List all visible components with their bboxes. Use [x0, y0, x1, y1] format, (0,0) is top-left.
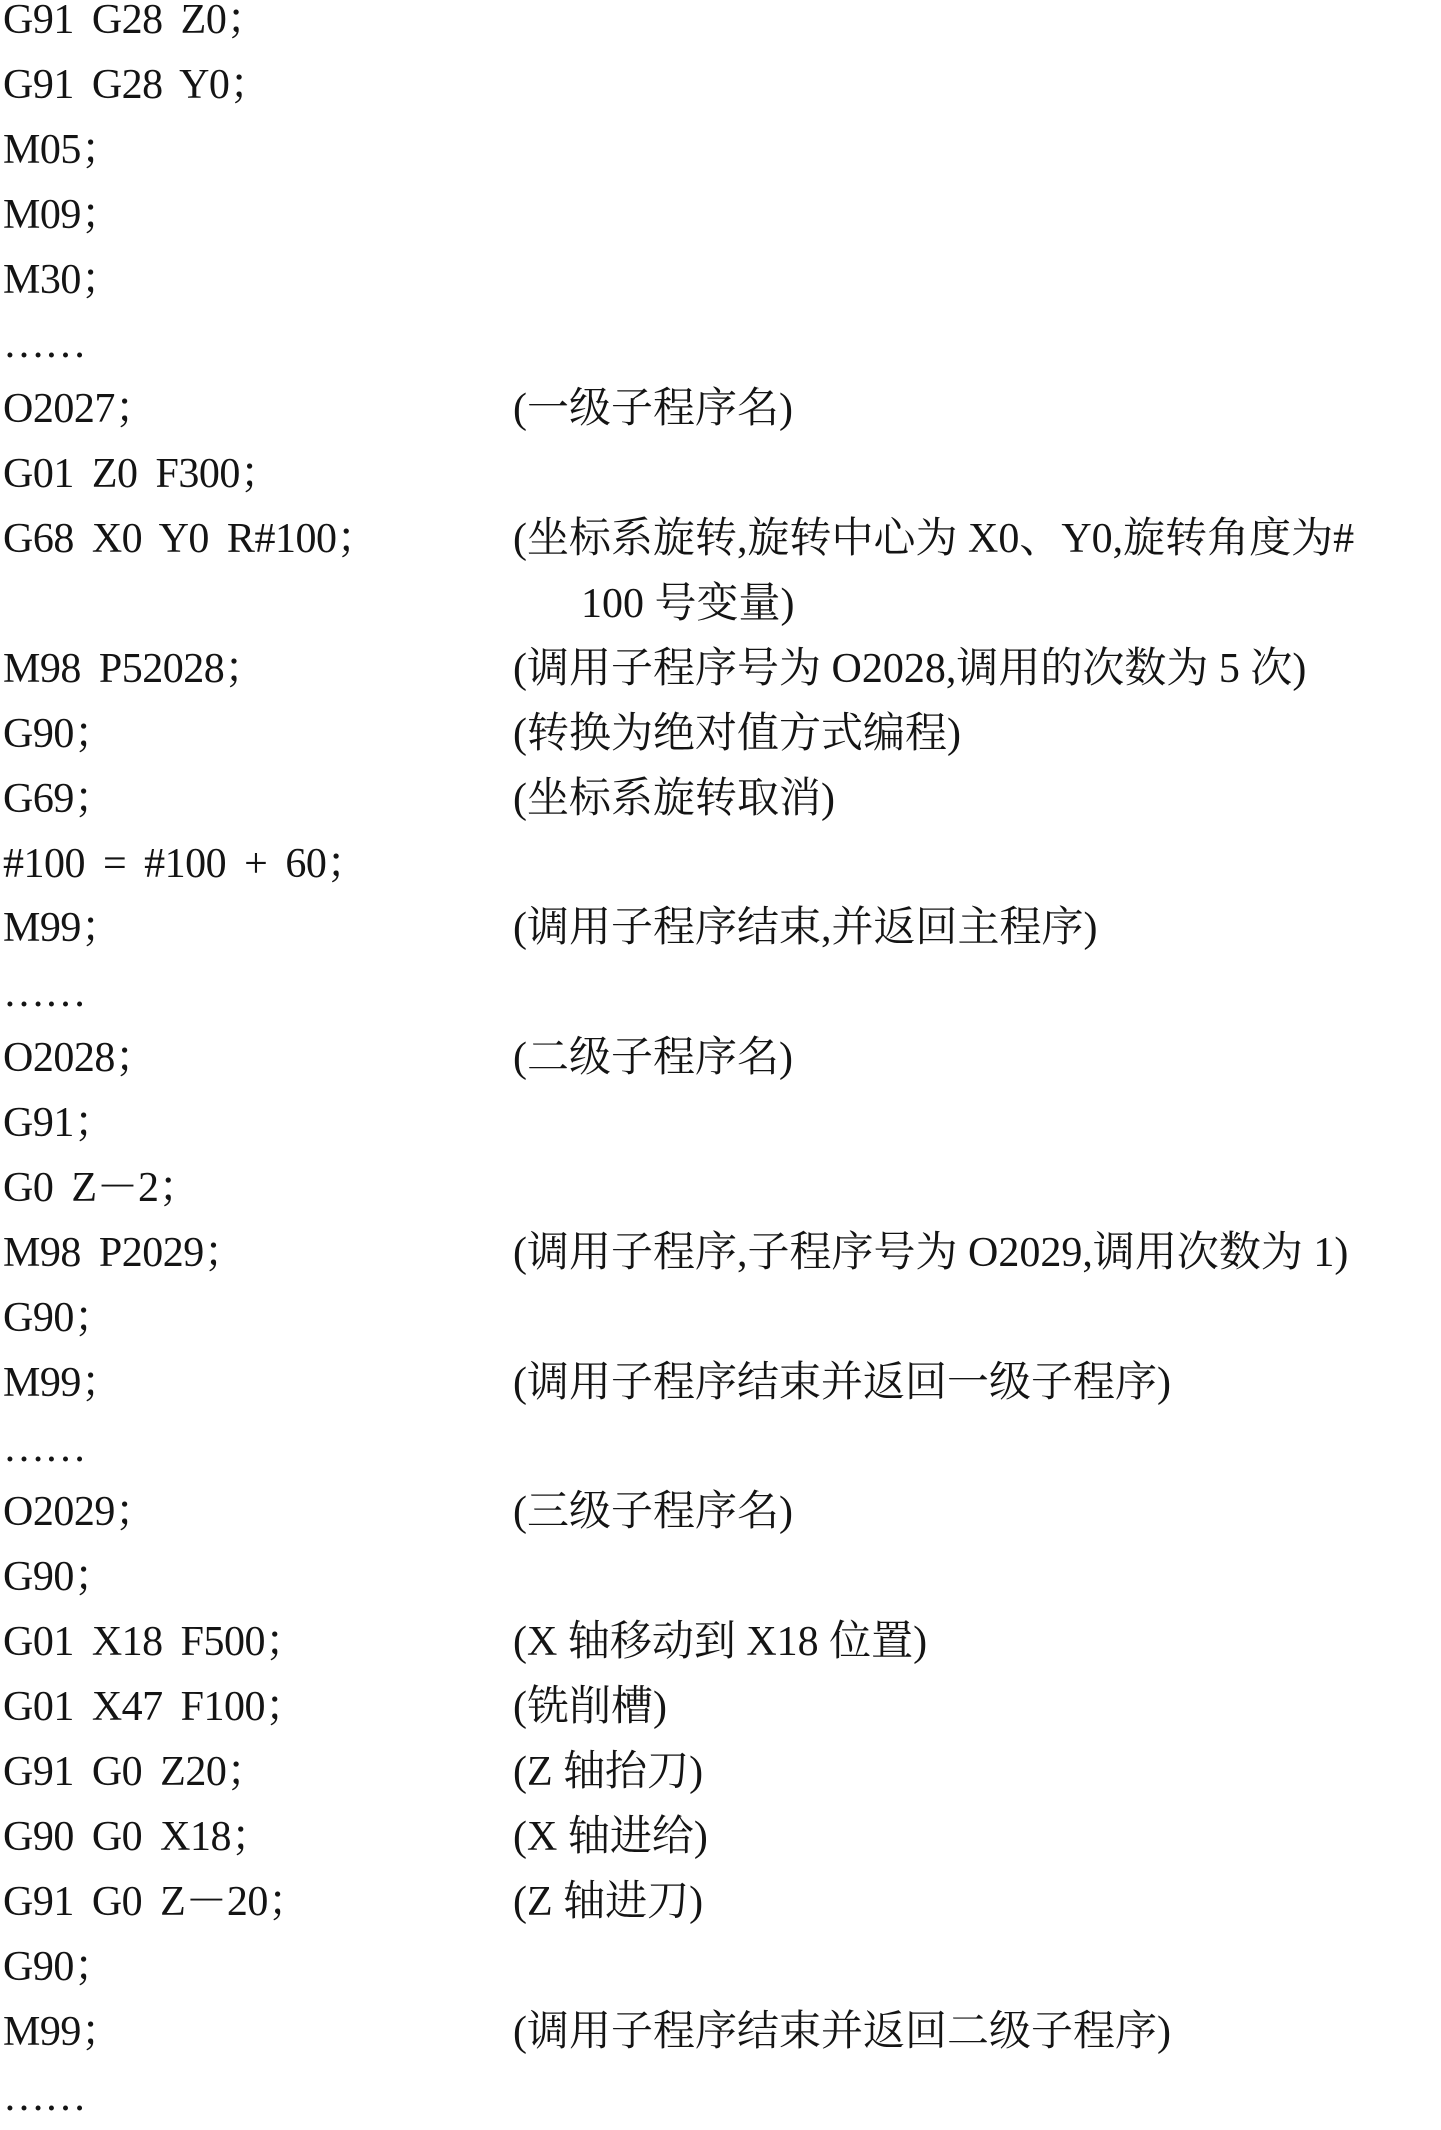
code-text: G90； [3, 710, 116, 757]
comment-continuation-text: 100 号变量) [581, 581, 795, 628]
code-line [0, 1156, 1441, 1221]
comment-text: (一级子程序名) [513, 386, 793, 433]
code-line [0, 1091, 1441, 1156]
comment-text: (二级子程序名) [513, 1035, 793, 1082]
code-line [0, 1935, 1441, 2000]
code-line [0, 1221, 1441, 1286]
code-line [0, 118, 1441, 183]
code-text: M98 P52028； [3, 645, 266, 692]
ellipsis-text: …… [3, 321, 86, 368]
code-text: M99； [3, 2008, 123, 2055]
comment-text: (坐标系旋转,旋转中心为 X0、Y0,旋转角度为# [513, 516, 1355, 563]
ellipsis-line [0, 312, 1441, 377]
code-line [0, 2000, 1441, 2065]
code-line [0, 1351, 1441, 1416]
code-text: G91 G28 Y0； [3, 61, 271, 108]
ellipsis-text: …… [3, 1424, 86, 1471]
code-line [0, 1675, 1441, 1740]
code-text: G68 X0 Y0 R#100； [3, 516, 378, 563]
code-text: G01 X47 F100； [3, 1684, 307, 1731]
comment-text: (X 轴进给) [513, 1813, 708, 1860]
code-line [0, 832, 1441, 897]
code-text: G91 G0 Z20； [3, 1749, 268, 1796]
code-line [0, 702, 1441, 767]
code-text: #100 = #100 + 60； [3, 840, 368, 887]
code-line [0, 637, 1441, 702]
code-line [0, 248, 1441, 313]
comment-text: (调用子程序结束并返回二级子程序) [513, 2008, 1171, 2055]
code-text: M09； [3, 191, 123, 238]
comment-text: (调用子程序,子程序号为 O2029,调用次数为 1) [513, 1229, 1349, 1276]
code-text: O2028； [3, 1035, 157, 1082]
code-text: M98 P2029； [3, 1229, 246, 1276]
code-text: G01 X18 F500； [3, 1619, 307, 1666]
code-line [0, 896, 1441, 961]
code-line [0, 1026, 1441, 1091]
code-line [0, 53, 1441, 118]
comment-text: (转换为绝对值方式编程) [513, 710, 961, 757]
code-text: G91 G28 Z0； [3, 0, 268, 43]
code-line [0, 442, 1441, 507]
code-text: G90 G0 X18； [3, 1813, 273, 1860]
code-text: G91 G0 Z－20； [3, 1878, 310, 1925]
code-line [0, 507, 1441, 572]
code-line [0, 1480, 1441, 1545]
comment-text: (Z 轴进刀) [513, 1878, 704, 1925]
code-text: G90； [3, 1554, 116, 1601]
comment-text: (调用子程序号为 O2028,调用的次数为 5 次) [513, 645, 1307, 692]
code-text: O2027； [3, 386, 157, 433]
code-text: G0 Z－2； [3, 1165, 200, 1212]
code-text: M99； [3, 1359, 123, 1406]
code-text: G90； [3, 1294, 116, 1341]
code-text: M05； [3, 126, 123, 173]
code-line [0, 183, 1441, 248]
code-text: O2029； [3, 1489, 157, 1536]
ellipsis-line [0, 961, 1441, 1026]
ellipsis-line [0, 2065, 1441, 2130]
code-line [0, 1870, 1441, 1935]
code-line [0, 1545, 1441, 1610]
comment-text: (Z 轴抬刀) [513, 1749, 704, 1796]
comment-text: (X 轴移动到 X18 位置) [513, 1619, 928, 1666]
code-line [0, 1740, 1441, 1805]
code-line [0, 0, 1441, 53]
code-line [0, 1286, 1441, 1351]
code-line [0, 767, 1441, 832]
ellipsis-text: …… [3, 970, 86, 1017]
comment-text: (铣削槽) [513, 1684, 667, 1731]
ellipsis-text: …… [3, 2073, 86, 2120]
code-line [0, 1805, 1441, 1870]
ellipsis-line [0, 1416, 1441, 1481]
comment-text: (坐标系旋转取消) [513, 775, 835, 822]
comment-text: (调用子程序结束并返回一级子程序) [513, 1359, 1171, 1406]
comment-text: (三级子程序名) [513, 1489, 793, 1536]
code-text: G90； [3, 1943, 116, 1990]
code-text: M99； [3, 905, 123, 952]
code-text: G91； [3, 1100, 116, 1147]
code-text: G69； [3, 775, 116, 822]
code-text: G01 Z0 F300； [3, 451, 282, 498]
comment-text: (调用子程序结束,并返回主程序) [513, 905, 1098, 952]
code-line [0, 377, 1441, 442]
code-line [0, 1610, 1441, 1675]
code-text: M30； [3, 256, 123, 303]
comment-continuation-line [0, 572, 1441, 637]
